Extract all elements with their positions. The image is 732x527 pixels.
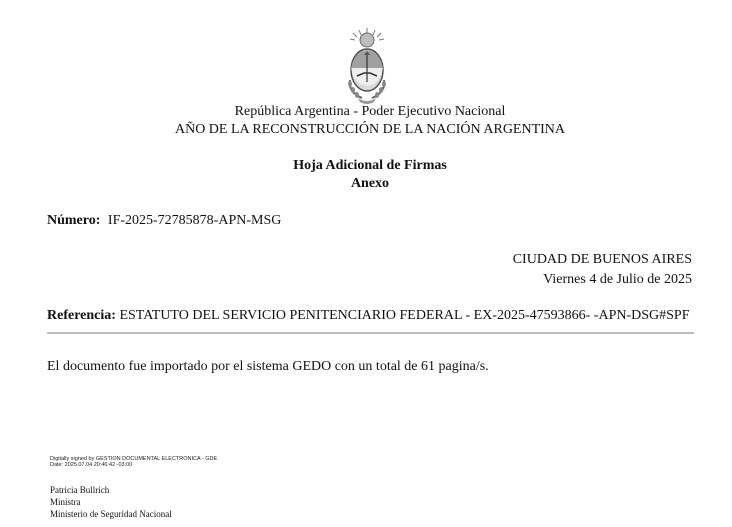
header-government: República Argentina - Poder Ejecutivo Nacional [234,104,506,119]
document-number [47,213,281,229]
digital-signature-signer: Digitally signed by GESTION DOCUMENTAL ELECTRONICA - GDE [50,456,218,462]
number-label: Número: [47,213,101,228]
document-subtitle: Anexo [350,176,390,191]
digital-signature-date: Date: 2025.07.04 20:46:42 -03:00 [50,462,133,468]
signer-role: Ministra [50,497,81,507]
divider [47,332,694,334]
reference-label: Referencia: [47,308,116,323]
reference-value: ESTATUTO DEL SERVICIO PENITENCIARIO FEDERAL - EX-2025-47593866- -APN-DSG#SPF [119,308,690,323]
number-value: IF-2025-72785878-APN-MSG [107,213,282,228]
reference [47,308,690,324]
header-year-motto: AÑO DE LA RECONSTRUCCIÓN DE LA NACIÓN ARGENTINA [174,122,566,137]
signer-ministry: Ministerio de Seguridad Nacional [50,509,172,519]
signer-name: Patricia Bullrich [50,485,110,495]
document-title: Hoja Adicional de Firmas [293,158,447,173]
body-text: El documento fue importado por el sistema GEDO con un total de 61 pagina/s. [47,359,489,374]
city: CIUDAD DE BUENOS AIRES [512,252,692,267]
document-date: Viernes 4 de Julio de 2025 [543,272,692,287]
coat-of-arms-icon [344,28,390,104]
